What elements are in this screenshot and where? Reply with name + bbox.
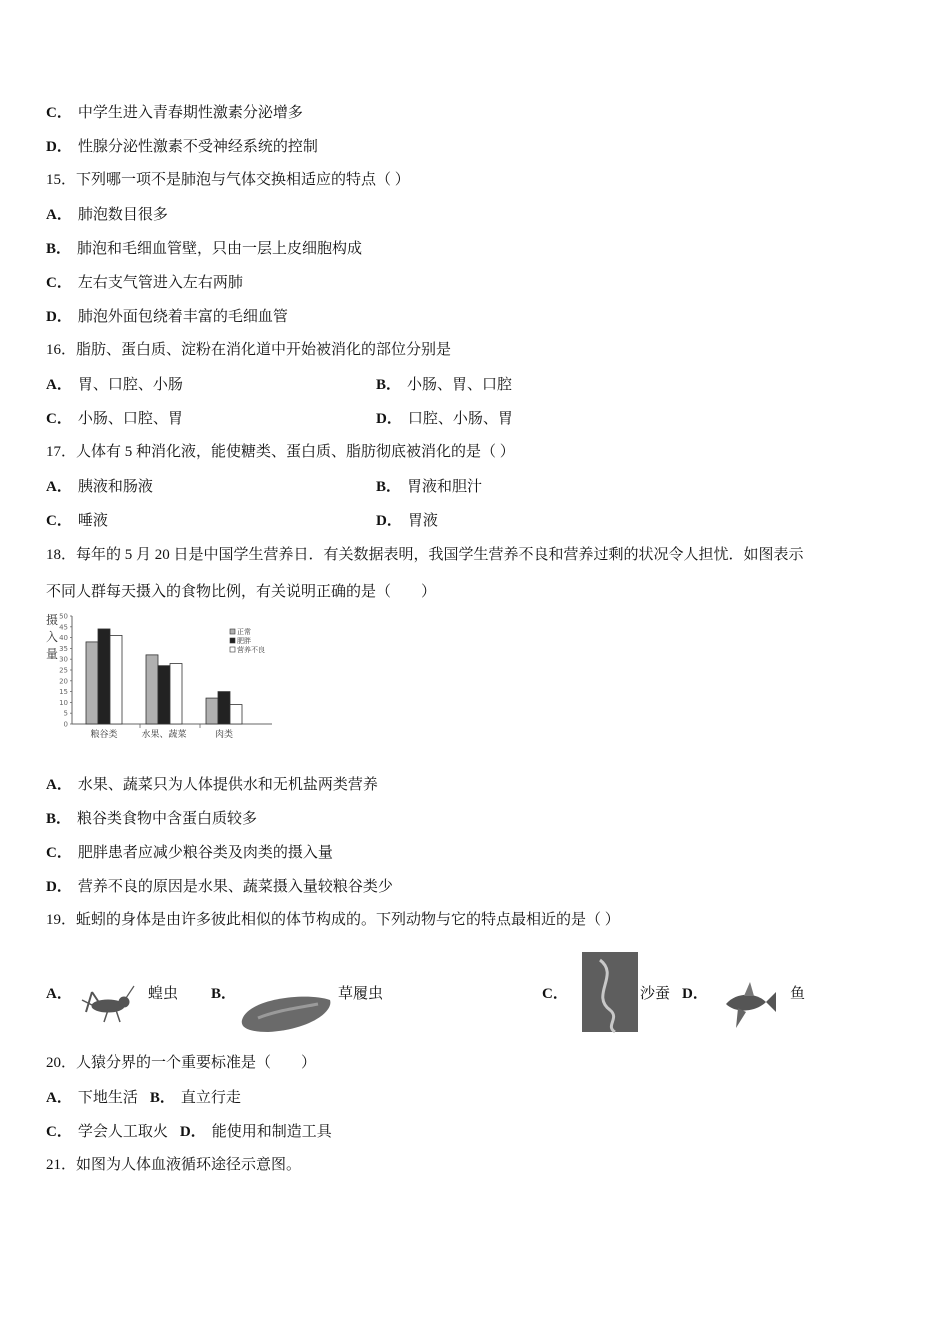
option-label: C． <box>46 845 72 861</box>
option-text: 唾液 <box>77 511 108 529</box>
option-text: 能使用和制造工具 <box>211 1122 332 1140</box>
bar-正常-肉类 <box>206 698 218 724</box>
q18-stem-line2: 不同人群每天摄入的食物比例，有关说明正确的是（ ） <box>46 584 437 600</box>
option-text: 水果、蔬菜只为人体提供水和无机盐两类营养 <box>77 775 378 793</box>
option-label: D． <box>46 139 72 155</box>
option-text: 胃、口腔、小肠 <box>77 375 183 393</box>
option-text: 口腔、小肠、胃 <box>407 409 513 427</box>
y-tick-label: 25 <box>59 666 68 675</box>
q16-stem: 16．脂肪、蛋白质、淀粉在消化道中开始被消化的部位分别是 <box>46 342 452 358</box>
option-label: C． <box>542 986 568 1002</box>
q16-option-a <box>46 374 183 395</box>
y-tick-label: 30 <box>59 655 68 664</box>
option-text: 胃液和胆汁 <box>407 477 483 495</box>
y-tick-label: 15 <box>59 688 68 697</box>
q17-option-a <box>46 476 153 497</box>
q19-option-a-text: 蝗虫 <box>148 984 179 1002</box>
option-label: D． <box>46 879 72 895</box>
option-text: 小肠、口腔、胃 <box>77 409 183 427</box>
option-label: A． <box>46 377 72 393</box>
y-tick-label: 50 <box>59 612 68 621</box>
q20-options-cd <box>46 1121 332 1142</box>
bar-营养不良-粮谷类 <box>110 635 122 724</box>
option-label: A． <box>46 777 72 793</box>
q14-option-d <box>46 136 318 157</box>
y-tick-label: 35 <box>59 644 68 653</box>
q19-stem: 19．蚯蚓的身体是由许多彼此相似的体节构成的。下列动物与它的特点最相近的是（ ） <box>46 912 620 928</box>
q17-option-c <box>46 510 108 531</box>
q15-option-b <box>46 238 362 259</box>
bar-肥胖-肉类 <box>218 692 230 724</box>
q19-option-c-text: 沙蚕 <box>640 984 671 1002</box>
option-text: 胃液 <box>407 511 438 529</box>
option-label: C． <box>46 411 72 427</box>
option-label: B． <box>149 1090 175 1106</box>
option-label: B． <box>376 377 402 393</box>
y-axis-label: 量 <box>46 647 59 661</box>
legend-swatch <box>230 638 235 643</box>
bar-正常-水果、蔬菜 <box>146 655 158 724</box>
paramecium-image <box>238 990 334 1034</box>
option-label: C． <box>46 513 72 529</box>
option-label: C． <box>46 1124 72 1140</box>
q16-option-c <box>46 408 183 429</box>
bar-肥胖-粮谷类 <box>98 629 110 724</box>
q19-option-d-text: 鱼 <box>790 984 806 1002</box>
q18-option-a <box>46 774 378 795</box>
y-tick-label: 10 <box>59 698 68 707</box>
fish-image <box>716 978 778 1036</box>
q18-option-c <box>46 842 333 863</box>
option-text: 小肠、胃、口腔 <box>407 375 513 393</box>
option-text: 肺泡和毛细血管壁，只由一层上皮细胞构成 <box>77 239 363 257</box>
option-label: A． <box>46 207 72 223</box>
y-axis-label: 入 <box>46 630 59 644</box>
bar-肥胖-水果、蔬菜 <box>158 666 170 724</box>
q18-option-b <box>46 808 257 829</box>
q17-option-b <box>376 476 482 497</box>
q19-option-c-label <box>542 983 574 1004</box>
y-tick-label: 45 <box>59 623 68 632</box>
option-label: B． <box>46 241 72 257</box>
chart-legend <box>230 627 265 654</box>
option-text: 胰液和肠液 <box>77 477 153 495</box>
option-text: 下地生活 <box>77 1088 138 1106</box>
bar-正常-粮谷类 <box>86 642 98 724</box>
q17-option-d <box>376 510 438 531</box>
x-category-label: 肉类 <box>214 730 234 740</box>
x-category-label: 水果、蔬菜 <box>141 730 187 740</box>
y-tick-label: 0 <box>63 720 68 729</box>
option-text: 直立行走 <box>180 1088 241 1106</box>
option-label: D． <box>682 986 708 1002</box>
option-label: D． <box>376 513 402 529</box>
option-label: D． <box>179 1124 206 1140</box>
option-text: 粮谷类食物中含蛋白质较多 <box>77 809 258 827</box>
option-label: A． <box>46 479 72 495</box>
q18-stem-line1: 18．每年的 5 月 20 日是中国学生营养日．有关数据表明，我国学生营养不良和营养过剩的状况令人担忧．如图表示 <box>46 547 804 563</box>
q15-option-a <box>46 204 168 225</box>
q15-stem: 15．下列哪一项不是肺泡与气体交换相适应的特点（ ） <box>46 172 410 188</box>
option-label: D． <box>376 411 402 427</box>
option-label: D． <box>46 309 72 325</box>
q19-option-b-text: 草履虫 <box>338 984 384 1002</box>
food-intake-bar-chart <box>44 610 284 750</box>
y-tick-label: 5 <box>63 709 68 718</box>
q20-stem: 20．人猿分界的一个重要标准是（ ） <box>46 1055 317 1071</box>
y-tick-label: 40 <box>59 634 68 643</box>
option-label: C． <box>46 105 72 121</box>
y-axis-label: 摄 <box>46 613 59 627</box>
bar-营养不良-肉类 <box>230 705 242 724</box>
q19-option-d-label <box>682 983 714 1004</box>
q21-stem: 21．如图为人体血液循环途径示意图。 <box>46 1157 302 1173</box>
bar-营养不良-水果、蔬菜 <box>170 664 182 724</box>
q16-option-b <box>376 374 512 395</box>
q15-option-d <box>46 306 288 327</box>
q17-stem: 17．人体有 5 种消化液，能使糖类、蛋白质、脂肪彻底被消化的是（ ） <box>46 444 515 460</box>
option-text: 肺泡外面包绕着丰富的毛细血管 <box>77 307 288 325</box>
option-label: C． <box>46 275 72 291</box>
q14-option-c <box>46 102 303 123</box>
legend-swatch <box>230 629 235 634</box>
clam-worm-image <box>580 950 640 1036</box>
option-text: 左右支气管进入左右两肺 <box>77 273 243 291</box>
option-label: B． <box>211 986 237 1002</box>
legend-label: 肥胖 <box>237 637 251 645</box>
option-text: 性腺分泌性激素不受神经系统的控制 <box>77 137 318 155</box>
legend-label: 正常 <box>237 628 251 636</box>
x-category-label: 粮谷类 <box>90 730 118 740</box>
option-text: 中学生进入青春期性激素分泌增多 <box>77 103 303 121</box>
q16-option-d <box>376 408 513 429</box>
option-label: A． <box>46 1090 72 1106</box>
option-label: A． <box>46 986 72 1002</box>
option-text: 肺泡数目很多 <box>77 205 168 223</box>
y-tick-label: 20 <box>59 677 68 686</box>
option-text: 肥胖患者应减少粮谷类及肉类的摄入量 <box>77 843 333 861</box>
legend-swatch <box>230 647 235 652</box>
option-label: B． <box>46 811 72 827</box>
q20-options-ab <box>46 1087 241 1108</box>
legend-label: 营养不良 <box>237 646 265 654</box>
option-label: B． <box>376 479 402 495</box>
chart-bars <box>86 629 242 740</box>
locust-image <box>78 982 136 1024</box>
option-text: 学会人工取火 <box>77 1122 168 1140</box>
q18-option-d <box>46 876 393 897</box>
option-text: 营养不良的原因是水果、蔬菜摄入量较粮谷类少 <box>77 877 393 895</box>
q19-option-a-label <box>46 983 78 1004</box>
q15-option-c <box>46 272 243 293</box>
